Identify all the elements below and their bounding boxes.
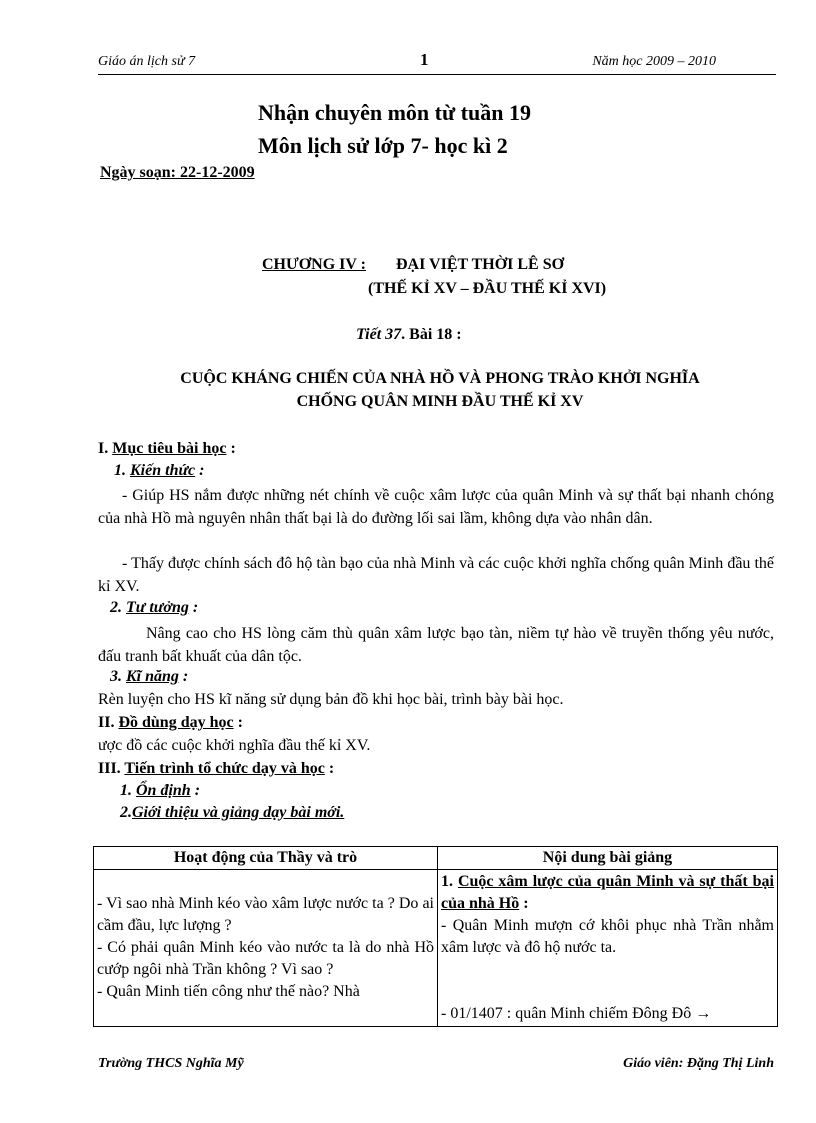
- skills-paragraph: Rèn luyện cho HS kĩ năng sử dụng bản đồ khi học bài, trình bày bài học.: [98, 691, 564, 708]
- subsection-1-3-title: Kĩ năng: [126, 668, 179, 685]
- section-2-colon: :: [233, 714, 243, 731]
- section-3-number: III.: [98, 760, 125, 777]
- subsection-1-2-colon: :: [188, 599, 199, 616]
- chapter-heading: [262, 256, 762, 274]
- table-header-row: [94, 847, 778, 870]
- section-3-colon: :: [324, 760, 335, 777]
- content-heading: [441, 871, 774, 915]
- subsection-1-1-title: Kiến thức: [130, 462, 196, 479]
- subsection-1-2-heading: [110, 599, 198, 617]
- title-line-2: Môn lịch sử lớp 7- học kì 2: [258, 133, 508, 158]
- section-1-title: Mục tiêu bài học: [112, 440, 227, 457]
- chapter-name: ĐẠI VIỆT THỜI LÊ SƠ: [396, 256, 565, 273]
- lesson-bai: . Bài 18 :: [401, 326, 462, 343]
- title-line-1: Nhận chuyên môn từ tuần 19: [258, 100, 531, 125]
- lesson-title-line-1: CUỘC KHÁNG CHIẾN CỦA NHÀ HỒ VÀ PHONG TRÀO KHỞI NGHĨA: [180, 370, 700, 387]
- activities-cell: [94, 870, 438, 1027]
- footer-school: Trường THCS Nghĩa Mỹ: [98, 1056, 244, 1071]
- section-3-heading: [98, 760, 334, 778]
- table-row: [94, 870, 778, 1027]
- subsection-3-1-title: Ổn định: [136, 782, 191, 799]
- section-1-colon: :: [226, 440, 236, 457]
- chapter-period: (THẾ KỈ XV – ĐẦU THẾ KỈ XVI): [368, 280, 607, 297]
- subsection-3-1-colon: :: [190, 782, 201, 799]
- subsection-1-3-colon: :: [178, 668, 189, 685]
- subsection-3-2-heading: [120, 804, 344, 822]
- knowledge-paragraph-2: - Thấy được chính sách đô hộ tàn bạo của nhà Minh và các cuộc khởi nghĩa chống quân Minh đầu thế kỉ XV.: [98, 555, 774, 595]
- footer-teacher: Giáo viên: Đặng Thị Linh: [623, 1056, 774, 1071]
- lesson-tiet: Tiết 37: [356, 326, 402, 343]
- section-2-number: II.: [98, 714, 119, 731]
- lesson-table: [93, 846, 778, 1027]
- lesson-title-line-2: CHỐNG QUÂN MINH ĐẦU THẾ KỈ XV: [296, 393, 584, 410]
- subsection-3-1-heading: [120, 782, 200, 800]
- section-2-heading: [98, 714, 243, 732]
- ideology-paragraph: Nâng cao cho HS lòng căm thù quân xâm lược bạo tàn, niềm tự hào về truyền thống yêu nước, đấu tranh bất khuất của dân tộc.: [98, 625, 774, 665]
- activity-question-2: - Có phải quân Minh kéo vào nước ta là do nhà Hồ cướp ngôi nhà Trần không ? Vì sao ?: [97, 939, 434, 978]
- date-prepared: Ngày soạn: 22-12-2009: [100, 164, 255, 181]
- teaching-aids-paragraph: ược đồ các cuộc khởi nghĩa đầu thế kỉ XV.: [98, 737, 371, 754]
- page-header: [98, 52, 776, 75]
- chapter-label: CHƯƠNG IV :: [262, 256, 366, 273]
- activity-question-1: - Vì sao nhà Minh kéo vào xâm lược nước ta ? Do ai cầm đầu, lực lượng ?: [97, 895, 434, 934]
- header-subject: Giáo án lịch sử 7: [98, 54, 196, 69]
- content-heading-number: 1.: [441, 873, 458, 890]
- header-school-year: Năm học 2009 – 2010: [592, 54, 716, 69]
- knowledge-paragraph-1: - Giúp HS nắm được những nét chính về cuộc xâm lược của quân Minh và sự thất bại nhanh chóng của nhà Hồ mà nguyên nhân thất bại là do đường lối sai lầm, không dựa vào nhân dân.: [98, 487, 774, 527]
- subsection-1-1-colon: :: [195, 462, 205, 479]
- section-2-title: Đồ dùng dạy học: [118, 714, 234, 731]
- subsection-1-1-number: 1.: [114, 462, 130, 479]
- subsection-1-3-number: 3.: [110, 668, 126, 685]
- content-heading-title: Cuộc xâm lược của quân Minh và sự thất bại của nhà Hồ: [441, 873, 775, 912]
- content-heading-colon: :: [519, 895, 529, 912]
- subsection-1-2-number: 2.: [110, 599, 126, 616]
- table-header-content: Nội dung bài giảng: [438, 847, 778, 870]
- subsection-1-3-heading: [110, 668, 188, 686]
- content-cell: [438, 870, 778, 1027]
- subsection-1-2-title: Tư tưởng: [126, 599, 189, 616]
- content-paragraph-1: - Quân Minh mượn cớ khôi phục nhà Trần nhằm xâm lược và đô hộ nước ta.: [441, 917, 774, 956]
- activity-question-3: - Quân Minh tiến công như thế nào? Nhà: [97, 983, 360, 1000]
- section-1-heading: [98, 440, 236, 458]
- subsection-1-1-heading: [114, 462, 204, 480]
- table-header-activities: Hoạt động của Thầy và trò: [94, 847, 438, 870]
- content-paragraph-2: - 01/1407 : quân Minh chiếm Đông Đô →: [441, 1005, 712, 1022]
- subsection-3-2-number: 2.: [120, 804, 132, 821]
- page-number: 1: [420, 50, 429, 69]
- lesson-number: [356, 326, 462, 344]
- section-3-title: Tiến trình tổ chức dạy và học: [124, 760, 325, 777]
- subsection-3-2-title: Giới thiệu và giảng dạy bài mới.: [132, 804, 345, 821]
- subsection-3-1-number: 1.: [120, 782, 136, 799]
- section-1-number: I.: [98, 440, 113, 457]
